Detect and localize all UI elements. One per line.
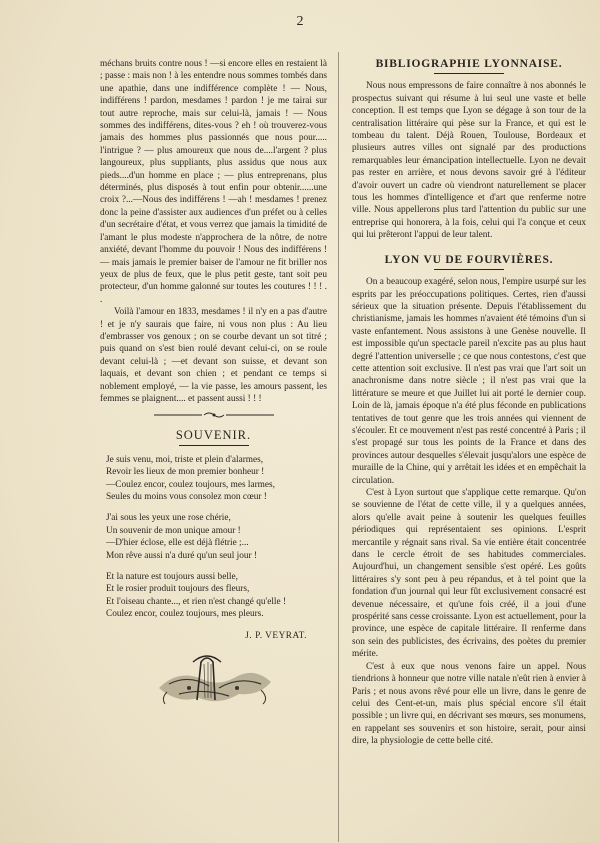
poem-title [100,429,327,445]
poem-title-text: SOUVENIR. [175,428,252,443]
poem-line: Revoir les lieux de mon premier bonheur ! [106,467,265,478]
article-paragraph: Voilà l'amour en 1833, mesdames ! il n'y en a pas d'autre ! et je n'y saurais que faire, ni vous non plus : Au lieu d'embrasser vos genoux ; on se courbe devant un sot titré ; puis quand on s'est bien roulé devant celui-ci, on se roule devant celui-là ; —et devant son suisse, et devant son laquais, et devant son chien ; et pendant ce temps si noblement employé, — la vie passe, les amours passent, les femmes se plaignent.... et passent aussi ! ! ! [100,307,327,404]
article-paragraph: Nous nous empressons de faire connaître à nos abonnés le prospectus suivant qui résume à lui seul une vaste et belle conception. Il est temps que Lyon se dégage à son tour de la centralisation littéraire qui pèse sur la France, et qui est le tombeau du talent. Déjà Rouen, Toulouse, Bordeaux et plusieurs autres villes ont signalé par des productions remarquables leur émancipation intellectuelle. Lyon ne devait pas rester en arrière, et nous devons savoir gré à l'éditeur d'avoir ouvert un cadre où viendront naturellement se placer tous les hommes d'intelligence et d'art que renferme notre ville. Nous appellerons plus tard l'attention du public sur une entreprise qui honorera, à la fois, celui qui l'a conçue et ceux qui lui prêteront l'appui de leur talent. [352,81,586,241]
poem-line: Seules du moins vous consolez mon cœur ! [106,492,267,502]
poem-line: Et le rosier produit toujours des fleurs, [106,584,250,595]
poem-line: —Coulez encor, coulez toujours, mes larmes, [106,479,275,490]
ornamental-divider [154,411,274,419]
section-heading-text: BIBLIOGRAPHIE LYONNAISE. [375,58,563,70]
article-paragraph: C'est à eux que nous venons faire un appel. Nous tiendrions à honneur que notre ville natale n'eût rien à envier à Paris ; et nous avons rêvé pour elle un livre, dans le genre de celui des Cent-et-un, mais plus spécial encore s'il était possible ; un livre qui, en décrivant ses mœurs, ses monumens, en rappelant ses souvenirs et son histoire, serait, pour ainsi dire, la physiologie de cette belle cité. [352,661,586,747]
section-heading-text: LYON VU DE FOURVIÈRES. [384,253,554,266]
section-heading [352,254,586,270]
left-column [100,58,327,710]
poem-line: Mon rêve aussi n'a duré qu'un seul jour ! [106,550,258,561]
poem-stanza [106,571,327,621]
poem-line: —D'hier éclose, elle est déjà flétrie ;... [106,538,249,549]
article-paragraph: méchans bruits contre nous ! —si encore elles en restaient là ; passe : mais non ! à les entendre nous sommes tombés dans une apathie, dans une indifférence complète ! — Nous, indifférens ! pardon, mesdames ! pardon ! je me tairai sur tout autre reproche, mais sur celui-là, jamais ! — Nous sommes des indifférens, dites-vous ? eh ! où trouverez-vous jamais des hommes plus passionnés que nous pour..... l'intrigue ? — plus amoureux que nous de....l'argent ? plus langoureux, plus suppliants, plus assidus que nous aux pieds....d'un homme en place ; — plus entreprenans, plus déterminés, plus disposés à tout enfin pour obtenir......une croix ?...—Nous des indifférens ! —ah ! mesdames ! prenez donc la peine d'assister aux audiences d'un préfet ou à celles d'un secrétaire d'état, et vous verrez que jamais la timidité de l'amant le plus modeste n'approchera de la nôtre, de notre anxiété, devant l'homme du pouvoir ! Nous des indifférens ! — mais jamais le premier baiser de l'amour ne fit briller nos yeux de plus de feux, que le plus petit geste, tant soit peu protecteur, d'un homme galonné sur toutes les coutures ! ! ! . . [100,59,327,305]
lyre-vignette-illustration [149,648,279,710]
article-paragraph: C'est à Lyon surtout que s'applique cette remarque. Qu'on se souvienne de l'état de cette ville, il y a quelques années, alors qu'elle avait peine à soutenir les quelques feuilles périodiques qui représentaient ses opinions. L'esprit mercantile y régnait sans rival. Sa vie entière était concentrée dans le cercle étroit de ses habitudes commerciales. Aujourd'hui, un changement sensible s'est opéré. Les goûts littéraires s'y sont peu à peu répandus, et à tel point que la fondation d'un journal qui leur fût exclusivement consacré est devenue nécessaire, et qu'une fois créé, il a joui d'une prospérité sans cesse croissante. Lyon est actuellement, pour la province, une espèce de capitale littéraire. Il renferme dans son sein des publicistes, des écrivains, des poètes du premier mérite. [352,488,586,660]
poem-line: J'ai sous les yeux une rose chérie, [106,513,231,524]
column-divider [338,52,339,842]
poem-author: J. P. VEYRAT. [245,630,307,641]
right-column [352,58,586,748]
poem-line: Coulez encor, coulez toujours, mes pleurs. [106,609,264,620]
poem-line: Et l'oiseau chante..., et rien n'est changé qu'elle ! [106,596,287,607]
article-paragraph: On a beaucoup exagéré, selon nous, l'empire usurpé sur les esprits par les préoccupations politiques. Certes, rien d'aussi sérieux que la situation présente. Depuis l'établissement du christianisme, jamais les hommes n'avaient été témoins d'un si vaste enfantement. Nous assistons à une Genèse nouvelle. Il est impossible qu'un spectacle pareil n'excite pas au plus haut degré l'attention universelle ; ce que nous contestons, c'est que cette attention soit exclusive. Il n'est pas vrai que l'art soit un anachronisme dans notre siècle ; il n'est pas vrai que la littérature se meure et que Juillet lui ait porté le dernier coup. Loin de là, jamais époque n'a été plus féconde en publications tentatives de tout genre que les trois années qui viennent de s'écouler. Et ce mouvement n'est pas resté concentré à Paris ; il s'est propagé sur tous les points de la France et dans des provinces autour desquelles s'élevait jusqu'alors une espèce de muraille de la Chine, qui y arrêtait les idées et en empêchait la circulation. [352,277,586,486]
poem-line: Je suis venu, moi, triste et plein d'alarmes, [106,454,264,465]
poem-stanza [106,454,327,504]
page-number: 2 [296,14,304,29]
title-underline [179,445,249,446]
poem-line: Un souvenir de mon unique amour ! [106,525,241,536]
section-heading [352,58,586,74]
poem-line: Et la nature est toujours aussi belle, [106,572,238,583]
poem-stanza [106,512,327,562]
heading-underline [434,269,504,270]
heading-underline [434,73,504,74]
